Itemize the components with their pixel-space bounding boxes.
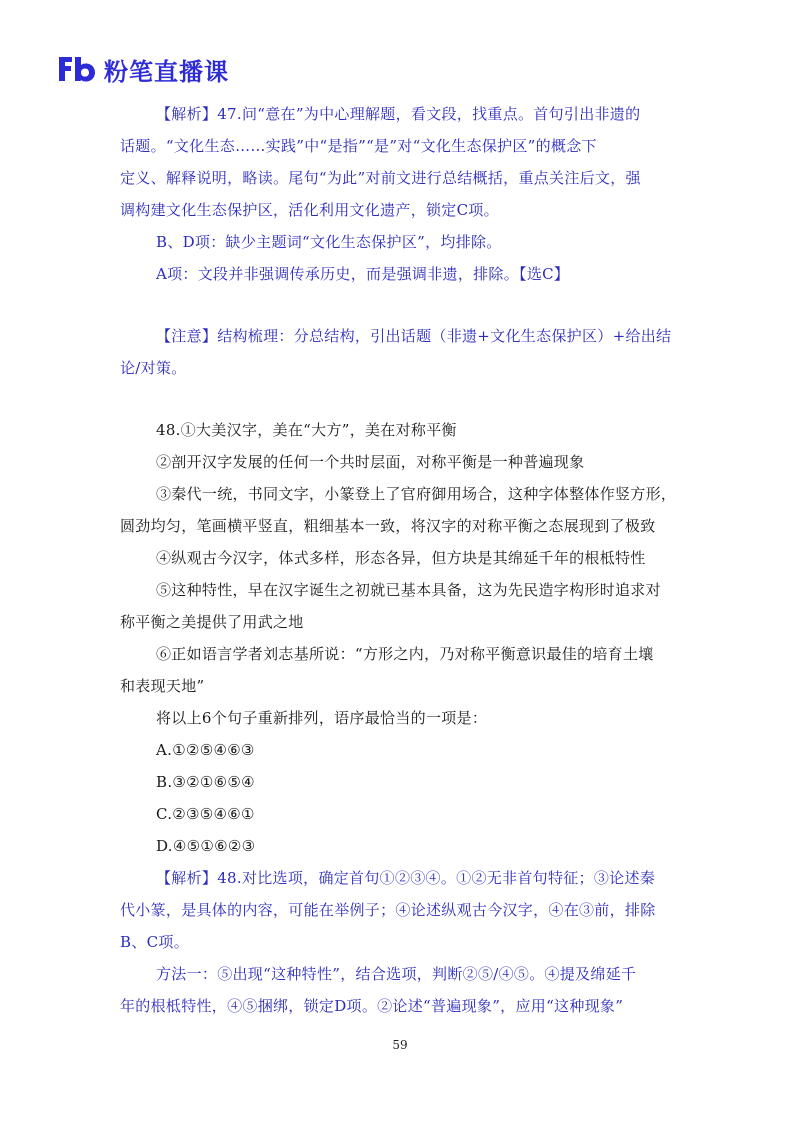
question-48-sentence: 圆劲均匀，笔画横平竖直，粗细基本一致，将汉字的对称平衡之态展现到了极致 bbox=[120, 517, 656, 535]
question-48-sentence: ③秦代一统，书同文字，小篆登上了官府御用场合，这种字体整体作竖方形， bbox=[156, 485, 677, 503]
note-line: 【注意】结构梳理：分总结构，引出话题（非遗+文化生态保护区）+给出结 bbox=[156, 327, 672, 345]
page-header bbox=[56, 52, 229, 86]
question-48-stem: 48.①大美汉字，美在“大方”，美在对称平衡 bbox=[156, 421, 457, 439]
option-d: D.④⑤①⑥②③ bbox=[156, 837, 256, 855]
question-48-sentence: ⑤这种特性，早在汉字诞生之初就已基本具备，这为先民造字构形时追求对 bbox=[156, 581, 661, 599]
fenbi-logo-icon bbox=[56, 53, 98, 85]
question-48-sentence: 和表现天地” bbox=[120, 677, 205, 695]
question-48-sentence: 称平衡之美提供了用武之地 bbox=[120, 613, 304, 631]
analysis-47-line: 调构建文化生态保护区，活化利用文化遗产，锁定C项。 bbox=[120, 201, 499, 219]
option-a: A.①②⑤④⑥③ bbox=[156, 741, 255, 759]
option-b: B.③②①⑥⑤④ bbox=[156, 773, 255, 791]
question-48-sentence: ④纵观古今汉字，体式多样，形态各异，但方块是其绵延千年的根柢特性 bbox=[156, 549, 646, 567]
question-48-prompt: 将以上6个句子重新排列，语序最恰当的一项是： bbox=[156, 709, 488, 727]
note-line: 论/对策。 bbox=[120, 359, 187, 377]
brand-name: 粉笔直播课 bbox=[104, 57, 229, 86]
page-number: 59 bbox=[392, 1038, 408, 1052]
analysis-48-line: 【解析】48.对比选项，确定首句①②③④。①②无非首句特征；③论述秦 bbox=[156, 869, 656, 887]
analysis-47-line: 定义、解释说明，略读。尾句“为此”对前文进行总结概括，重点关注后文，强 bbox=[120, 169, 641, 187]
analysis-47-line: 话题。“文化生态……实践”中“是指”“是”对“文化生态保护区”的概念下 bbox=[120, 137, 597, 155]
analysis-48-line: 方法一：⑤出现“这种特性”，结合选项，判断②⑤/④⑤。④提及绵延千 bbox=[156, 965, 637, 983]
analysis-47-line: B、D项：缺少主题词“文化生态保护区”，均排除。 bbox=[156, 233, 502, 251]
option-c: C.②③⑤④⑥① bbox=[156, 805, 255, 823]
analysis-47-line: 【解析】47.问“意在”为中心理解题，看文段，找重点。首句引出非遗的 bbox=[156, 105, 641, 123]
analysis-48-line: 年的根柢特性，④⑤捆绑，锁定D项。②论述“普遍现象”，应用“这种现象” bbox=[120, 997, 624, 1015]
question-48-sentence: ②剖开汉字发展的任何一个共时层面，对称平衡是一种普遍现象 bbox=[156, 453, 585, 471]
analysis-48-line: B、C项。 bbox=[120, 933, 190, 951]
analysis-47-answer-line: A项：文段并非强调传承历史，而是强调非遗，排除。【选C】 bbox=[156, 265, 570, 283]
question-48-sentence: ⑥正如语言学者刘志基所说：“方形之内，乃对称平衡意识最佳的培育土壤 bbox=[156, 645, 654, 663]
analysis-48-line: 代小篆，是具体的内容，可能在举例子；④论述纵观古今汉字，④在③前，排除 bbox=[120, 901, 656, 919]
